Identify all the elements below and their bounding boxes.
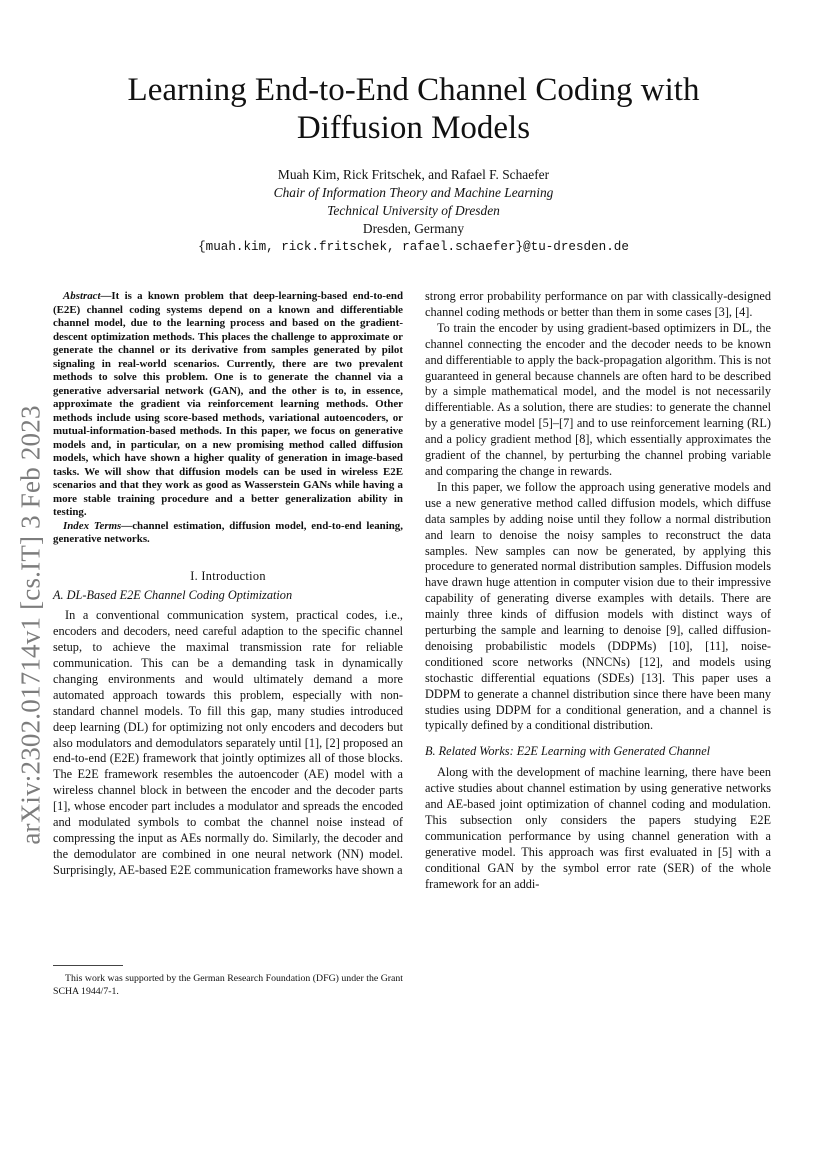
author-block [150,166,677,256]
affiliation-chair: Chair of Information Theory and Machine Learning [273,185,554,200]
arxiv-sidebar [8,380,54,870]
author-emails: {muah.kim, rick.fritschek, rafael.schaefer}@tu-dresden.de [198,240,629,254]
subsection-heading-b: B. Related Works: E2E Learning with Generated Channel [425,744,711,759]
index-terms-label: Index Terms [63,519,122,532]
intro-paragraph-2: To train the encoder by using gradient-based optimizers in DL, the channel connecting the encoder and the decoder needs to be known and differentiable to apply the back-propagation algorithm. This is not guaranteed in general because channels are often hard to be described by a simple mathematical model, and the model is not necessarily differentiable. As a solution, there are studies: to generate the channel by a generative model [5]–[7] and to use reinforcement learning (RL) and a policy gradient method [8], which essentially approximates the gradient of the channel, by perturbing the channel probing variable and comparing the change in rewards. [425,320,771,478]
abstract [53,290,403,520]
right-column [425,289,771,893]
affiliation-location: Dresden, Germany [362,221,465,236]
paper-title [90,71,737,147]
footnote-divider [53,965,123,966]
related-works-paragraph-1: Along with the development of machine learning, there have been active studies about channel estimation by using generative networks and AE-based joint optimization of channel coding and modulation. This subsection only considers the papers studying E2E communication performance by using channel generation with a generative model. This approach was first evaluated in [5] with a conditional GAN by the symbol error rate (SER) of the whole framework for an addi- [425,765,771,891]
intro-paragraph-1: In a conventional communication system, practical codes, i.e., encoders and decoders, need careful adaption to the specific channel setup, to achieve the maximal transmission rate for reliable communication. This can be a demanding task in dynamically changing environments and would ultimately demand a more automated approach towards this problem, especially with non-standard channel models. To fill this gap, many studies introduced deep learning (DL) for optimizing not only encoders and decoders but also modulators and demodulators separately until [1], [2] proposed an end-to-end (E2E) framework that jointly optimizes all of those blocks. The E2E framework resembles the autoencoder (AE) model with a wireless channel block in between the encoder and the decoder parts [1], whose encoder part includes a modulator and spreads the encoded and modulated symbols to combat the channel noise instead of compressing the input as AEs normally do. Similarly, the decoder and the demodulator are combined in one neural network (NN) model. Surprisingly, AE-based E2E communication frameworks have shown a [53,608,403,877]
intro-paragraph-1-continued: strong error probability performance on par with classically-designed channel coding methods or better than them in some cases [3], [4]. [425,289,771,319]
subsection-heading-a: A. DL-Based E2E Channel Coding Optimization [53,588,293,603]
footnote [53,973,403,998]
section-heading-introduction: I. Introduction [190,568,266,583]
index-terms [53,520,403,547]
funding-footnote: This work was supported by the German Research Foundation (DFG) under the Grant SCHA 1944/7-1. [53,973,403,997]
abstract-label: Abstract [63,290,101,302]
intro-paragraph-3: In this paper, we follow the approach using generative models and use a new generative method called diffusion models, which diffuse data samples by adding noise until they follow a normal distribution and learn to denoise the noisy samples to reconstruct the data samples. New samples can now be generated, by applying this procedure to generated normal distribution samples. Diffusion models have drawn huge attention in computer vision due to their impressive capability of generating diverse examples with details. There are mainly three kinds of diffusion models with distinct ways of perturbing the sample and learning to denoise [9], called diffusion-denoising probabilistic models (DDPMs) [10], [11], noise-conditioned score networks (NNCNs) [12], and models using stochastic differential equations (SDEs) [13]. This paper uses a DDPM to generate a channel distribution since there have been many studies using DDPM for a conditional generation, and a channel is typically defined by a conditional distribution. [425,479,771,733]
affiliation-university: Technical University of Dresden [327,203,500,218]
author-names: Muah Kim, Rick Fritschek, and Rafael F. Schaefer [277,167,550,182]
left-column [53,290,403,879]
title-line-2: Diffusion Models [296,110,531,146]
arxiv-identifier: arXiv:2302.01714v1 [cs.IT] 3 Feb 2023 [15,405,46,845]
abstract-text: —It is a known problem that deep-learning-based end-to-end (E2E) channel coding systems depend on a known and differentiable channel model, due to the learning process and based on the gradient-descent optimization methods. This places the challenge to approximate or generate the channel or its derivative from samples generated by pilot signaling in real-world scenarios. Currently, there are two prevalent methods to solve this problem. One is to generate the channel via a generative adversarial network (GAN), and the other is to, in essence, approximate the gradient via reinforcement learning methods. Other methods include using score-based methods, variational autoencoders, or mutual-information-based methods. In this paper, we focus on generative models and, in particular, on a new promising method called diffusion models, which have shown a higher quality of generation in image-based tasks. We will show that diffusion models can be used in wireless E2E scenarios and that they work as good as Wasserstein GANs while having a more stable training procedure and a better generalization ability in testing. [53,290,403,518]
index-terms-text: —channel estimation, diffusion model, end-to-end leaning, generative networks. [53,519,403,545]
title-line-1: Learning End-to-End Channel Coding with [127,72,700,108]
